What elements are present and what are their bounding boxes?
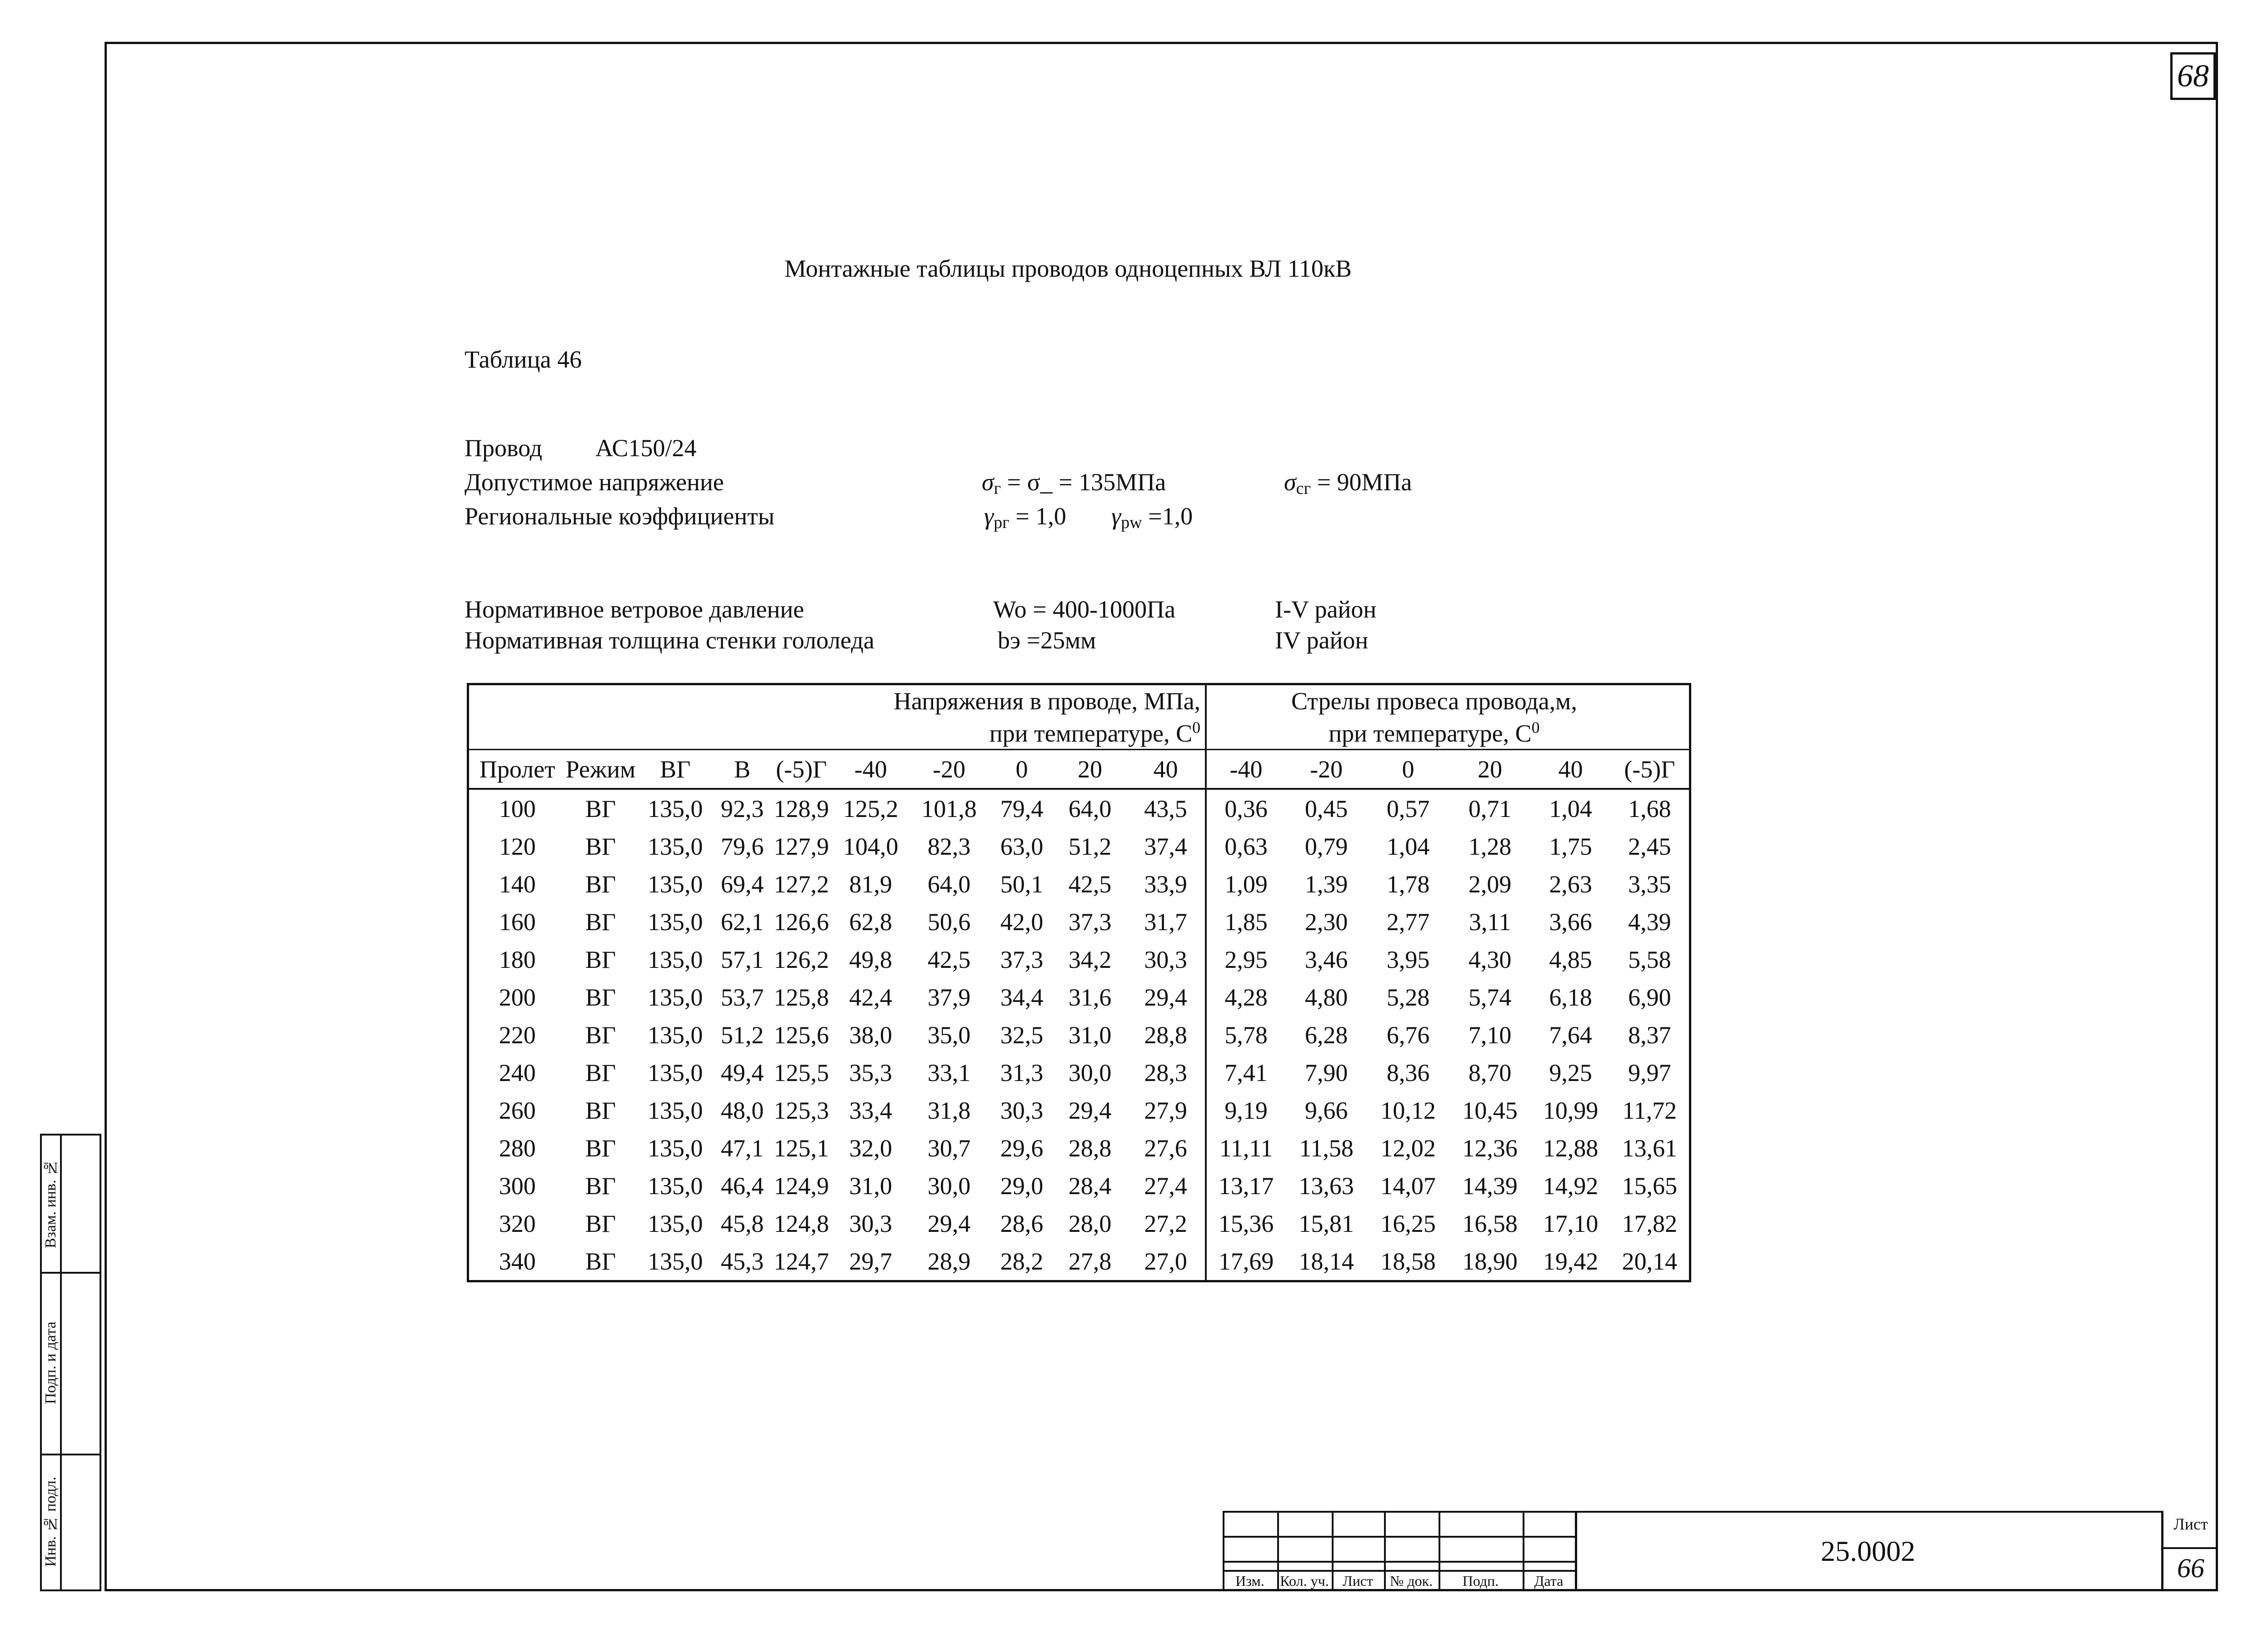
table-cell: 1,39 (1304, 870, 1348, 898)
table-cell: 57,1 (720, 946, 764, 973)
table-cell: 11,72 (1622, 1096, 1677, 1124)
column-header: Режим (566, 750, 636, 789)
tb-label-doc: № док. (1389, 1573, 1433, 1589)
table-cell: 79,4 (1000, 795, 1044, 822)
table-cell: 1,09 (1224, 870, 1268, 898)
wind-pressure-value: Wo = 400-1000Па (993, 596, 1176, 623)
table-cell: 135,0 (647, 1247, 703, 1275)
table-cell: 10,99 (1543, 1096, 1599, 1124)
column-header: 40 (1531, 750, 1610, 789)
table-cell: 6,76 (1386, 1021, 1430, 1049)
table-cell: 0,71 (1468, 795, 1512, 822)
table-row (468, 1205, 1690, 1242)
table-cell: 160 (499, 908, 536, 936)
table-cell: 28,8 (1068, 1134, 1112, 1162)
table-cell: 135,0 (647, 1134, 703, 1162)
table-cell: 2,30 (1304, 908, 1348, 936)
table-cell: 4,30 (1468, 946, 1512, 973)
table-cell: 2,45 (1628, 832, 1671, 860)
table-cell: 1,75 (1549, 832, 1592, 860)
table-cell: 81,9 (849, 870, 892, 898)
table-cell: 6,18 (1549, 983, 1592, 1011)
table-cell: 135,0 (647, 795, 703, 822)
table-cell: 17,10 (1543, 1210, 1599, 1237)
table-cell: 29,4 (927, 1210, 971, 1237)
table-cell: 0,36 (1224, 795, 1268, 822)
table-cell: 100 (499, 795, 536, 822)
table-cell: 37,4 (1126, 827, 1206, 865)
table-cell: 1,78 (1386, 870, 1430, 898)
table-cell: 45,8 (720, 1210, 764, 1237)
table-cell: 0,63 (1224, 832, 1268, 860)
strip-cell-inventory: Инв. № подл. (42, 1476, 59, 1567)
table-cell: 125,6 (774, 1021, 829, 1049)
column-header: -40 (833, 750, 908, 789)
column-header: 0 (1367, 750, 1449, 789)
table-cell: 10,45 (1462, 1096, 1518, 1124)
table-cell: 27,9 (1126, 1091, 1206, 1129)
table-cell: 5,58 (1628, 946, 1671, 973)
table-cell: 15,65 (1622, 1172, 1678, 1200)
table-cell: 4,80 (1304, 983, 1348, 1011)
table-cell: 9,66 (1304, 1096, 1348, 1124)
table-cell: 32,5 (1000, 1021, 1044, 1049)
table-cell: 6,28 (1304, 1021, 1348, 1049)
table-cell: 9,19 (1224, 1096, 1268, 1124)
tb-label-date: Дата (1534, 1573, 1564, 1589)
table-cell: 69,4 (720, 870, 764, 898)
table-cell: 8,36 (1386, 1059, 1430, 1086)
table-cell: 50,1 (1000, 870, 1044, 898)
table-cell: ВГ (585, 832, 616, 860)
table-row (468, 865, 1690, 903)
table-cell: 31,3 (1000, 1059, 1044, 1086)
table-cell: 63,0 (1000, 832, 1044, 860)
table-cell: 220 (499, 1021, 536, 1049)
table-cell: 6,90 (1628, 983, 1671, 1011)
title-block-top-line (1575, 1511, 2161, 1513)
sheet-box (2161, 1511, 2218, 1591)
column-header: -40 (1206, 750, 1285, 789)
table-cell: 49,4 (720, 1059, 764, 1086)
table-cell: 125,1 (774, 1134, 829, 1162)
column-header: Пролет (468, 750, 566, 789)
table-cell: 27,2 (1126, 1205, 1206, 1242)
table-cell: 135,0 (647, 1172, 703, 1200)
table-cell: 18,90 (1462, 1247, 1518, 1275)
table-cell: 2,95 (1224, 946, 1268, 973)
table-cell: ВГ (585, 908, 616, 936)
column-header-row (468, 750, 1690, 789)
table-cell: 37,3 (1068, 908, 1112, 936)
wire-value: АС150/24 (595, 434, 697, 462)
table-cell: 27,8 (1068, 1247, 1112, 1275)
table-cell: 260 (499, 1096, 536, 1124)
table-cell: 31,0 (1068, 1021, 1112, 1049)
table-cell: ВГ (585, 1059, 616, 1086)
table-label: Таблица 46 (465, 346, 582, 373)
table-cell: 7,41 (1224, 1059, 1268, 1086)
table-cell: 13,61 (1622, 1134, 1678, 1162)
table-cell: 28,2 (1000, 1247, 1044, 1275)
table-cell: 300 (499, 1172, 536, 1200)
table-cell: 11,58 (1299, 1134, 1354, 1162)
table-cell: 15,81 (1299, 1210, 1354, 1237)
table-cell: 135,0 (647, 870, 703, 898)
sheet-number: 66 (2177, 1553, 2204, 1583)
table-cell: 46,4 (720, 1172, 764, 1200)
table-cell: 120 (499, 832, 536, 860)
table-cell: ВГ (585, 1096, 616, 1124)
table-cell: 18,14 (1299, 1247, 1354, 1275)
table-row (468, 827, 1690, 865)
table-cell: 19,42 (1543, 1247, 1599, 1275)
table-row (468, 1167, 1690, 1205)
table-cell: 280 (499, 1134, 536, 1162)
table-cell: 11,11 (1219, 1134, 1273, 1162)
sigma-sg-formula: $\sigma_{сг} = 90МПа$ (1284, 468, 1412, 498)
table-cell: 29,4 (1068, 1096, 1112, 1124)
table-row (468, 903, 1690, 941)
title-block-grid (1223, 1511, 1575, 1591)
table-cell: 37,9 (927, 983, 971, 1011)
table-cell: 127,2 (774, 870, 829, 898)
column-header: 0 (990, 750, 1054, 789)
table-cell: 27,0 (1126, 1242, 1206, 1281)
column-header: 40 (1126, 750, 1206, 789)
table-cell: 18,58 (1380, 1247, 1436, 1275)
table-cell: 140 (499, 870, 536, 898)
ice-region: IV район (1275, 627, 1369, 654)
table-body (468, 789, 1690, 1281)
table-cell: 16,58 (1462, 1210, 1518, 1237)
strip-cell-replacement: Взам. инв. № (42, 1159, 59, 1249)
strip-cell-signature: Подп. и дата (42, 1321, 59, 1404)
table-cell: 124,9 (774, 1172, 829, 1200)
table-cell: 2,77 (1386, 908, 1430, 936)
table-row (468, 1129, 1690, 1167)
allowed-stress-label: Допустимое напряжение (465, 468, 724, 496)
binding-strip (40, 1134, 101, 1591)
table-cell: 17,69 (1218, 1247, 1274, 1275)
table-cell: 28,8 (1126, 1016, 1206, 1054)
table-cell: 82,3 (927, 832, 971, 860)
table-cell: 2,09 (1468, 870, 1512, 898)
table-cell: 7,10 (1468, 1021, 1512, 1049)
column-header: (-5)Г (769, 750, 833, 789)
table-cell: 101,8 (921, 795, 977, 822)
table-cell: 135,0 (647, 983, 703, 1011)
table-cell: 3,46 (1304, 946, 1348, 973)
table-cell: 124,8 (774, 1210, 829, 1237)
column-header: 20 (1449, 750, 1531, 789)
table-cell: 0,45 (1304, 795, 1348, 822)
table-row (468, 978, 1690, 1016)
document-code: 25.0002 (1821, 1534, 1915, 1567)
table-cell: 30,3 (1000, 1096, 1044, 1124)
table-cell: 17,82 (1622, 1210, 1678, 1237)
table-cell: ВГ (585, 1021, 616, 1049)
table-cell: 3,66 (1549, 908, 1592, 936)
table-cell: 135,0 (647, 946, 703, 973)
table-cell: 12,88 (1543, 1134, 1599, 1162)
table-cell: 33,1 (927, 1059, 971, 1086)
table-cell: 29,0 (1000, 1172, 1044, 1200)
table-cell: 5,74 (1468, 983, 1512, 1011)
table-cell: 125,8 (774, 983, 829, 1011)
column-header: -20 (908, 750, 990, 789)
table-cell: ВГ (585, 795, 616, 822)
table-cell: 4,28 (1224, 983, 1268, 1011)
table-cell: 47,1 (720, 1134, 764, 1162)
table-cell: ВГ (585, 1172, 616, 1200)
column-header: (-5)Г (1610, 750, 1690, 789)
sag-group-header: Стрелы провеса провода,м, при температуре, $С^0$ (1291, 687, 1577, 747)
table-cell: 180 (499, 946, 536, 973)
table-cell: 3,11 (1469, 908, 1511, 936)
table-cell: 92,3 (720, 795, 764, 822)
wire-label: Провод (465, 434, 543, 462)
table-cell: 125,2 (843, 795, 899, 822)
table-cell: 33,9 (1126, 865, 1206, 903)
table-cell: 135,0 (647, 832, 703, 860)
table-cell: 30,3 (849, 1210, 892, 1237)
table-cell: 28,6 (1000, 1210, 1044, 1237)
table-cell: 27,4 (1126, 1167, 1206, 1205)
table-cell: 0,57 (1386, 795, 1430, 822)
table-cell: 4,39 (1628, 908, 1671, 936)
table-cell: 1,04 (1549, 795, 1592, 822)
gamma-pw-formula: $\gamma_{pw} =1,0$ (1111, 503, 1193, 532)
table-cell: 125,5 (774, 1059, 829, 1086)
table-cell: 34,4 (1000, 983, 1044, 1011)
table-cell: 135,0 (647, 1021, 703, 1049)
table-cell: 135,0 (647, 1096, 703, 1124)
table-cell: 20,14 (1622, 1247, 1678, 1275)
table-cell: 13,17 (1218, 1172, 1274, 1200)
mounting-table (467, 683, 1691, 1282)
table-cell: 32,0 (849, 1134, 892, 1162)
table-cell: 5,28 (1386, 983, 1430, 1011)
table-cell: 27,6 (1126, 1129, 1206, 1167)
table-cell: 53,7 (720, 983, 764, 1011)
table-cell: 37,3 (1000, 946, 1044, 973)
table-cell: 30,7 (927, 1134, 971, 1162)
table-cell: ВГ (585, 870, 616, 898)
table-cell: 31,7 (1126, 903, 1206, 941)
table-cell: 49,8 (849, 946, 892, 973)
table-cell: 2,63 (1549, 870, 1592, 898)
table-cell: 50,6 (927, 908, 971, 936)
table-cell: 51,2 (1068, 832, 1112, 860)
table-cell: 13,63 (1299, 1172, 1354, 1200)
table-cell: 135,0 (647, 1059, 703, 1086)
table-cell: 135,0 (647, 1210, 703, 1237)
regional-coeff-label: Региональные коэффициенты (465, 503, 775, 530)
gamma-pg-formula: $\gamma_{рг} = 1,0$ (984, 503, 1066, 532)
table-cell: 29,4 (1126, 978, 1206, 1016)
wind-region: I-V район (1275, 596, 1377, 623)
table-cell: 127,9 (774, 832, 829, 860)
table-cell: 79,6 (720, 832, 764, 860)
table-cell: 9,97 (1628, 1059, 1671, 1086)
table-cell: 38,0 (849, 1021, 892, 1049)
ice-thickness-value: bэ =25мм (998, 627, 1096, 654)
table-cell: ВГ (585, 1247, 616, 1275)
table-cell: ВГ (585, 946, 616, 973)
table-cell: 7,90 (1304, 1059, 1348, 1086)
table-cell: 135,0 (647, 908, 703, 936)
table-cell: 28,0 (1068, 1210, 1112, 1237)
wind-pressure-label: Нормативное ветровое давление (465, 596, 804, 623)
table-cell: 51,2 (720, 1021, 764, 1049)
table-row (468, 1091, 1690, 1129)
table-cell: 34,2 (1068, 946, 1112, 973)
table-cell: 35,0 (927, 1021, 971, 1049)
table-cell: 31,8 (927, 1096, 971, 1124)
table-cell: 42,4 (849, 983, 892, 1011)
table-cell: 16,25 (1380, 1210, 1436, 1237)
table-cell: 45,3 (720, 1247, 764, 1275)
table-row (468, 1016, 1690, 1054)
table-cell: 124,7 (774, 1247, 829, 1275)
table-cell: 340 (499, 1247, 536, 1275)
stress-group-header: Напряжения в проводе, МПа, при температуре, $С^0$ (468, 684, 1206, 750)
table-cell: 1,28 (1468, 832, 1512, 860)
table-cell: 8,70 (1468, 1059, 1512, 1086)
table-cell: 12,02 (1380, 1134, 1436, 1162)
table-cell: ВГ (585, 983, 616, 1011)
table-cell: 48,0 (720, 1096, 764, 1124)
table-cell: 0,79 (1304, 832, 1348, 860)
table-cell: 126,6 (774, 908, 829, 936)
column-header: В (715, 750, 769, 789)
table-cell: 1,68 (1628, 795, 1671, 822)
table-cell: 29,7 (849, 1247, 892, 1275)
sigma-g-formula: $\sigma_г$ = σ_ = 135МПа (982, 468, 1166, 498)
top-sheet-number: 68 (2170, 52, 2216, 100)
table-cell: 240 (499, 1059, 536, 1086)
table-cell: 14,07 (1380, 1172, 1436, 1200)
tb-label-sign: Подп. (1462, 1573, 1499, 1589)
table-cell: 320 (499, 1210, 536, 1237)
table-cell: 43,5 (1126, 789, 1206, 827)
table-cell: 125,3 (774, 1096, 829, 1124)
table-cell: 30,0 (927, 1172, 971, 1200)
table-cell: 64,0 (1068, 795, 1112, 822)
table-cell: 3,35 (1628, 870, 1671, 898)
table-row (468, 1242, 1690, 1281)
table-cell: 3,95 (1386, 946, 1430, 973)
table-cell: 104,0 (843, 832, 899, 860)
column-header: -20 (1285, 750, 1367, 789)
table-cell: 1,04 (1386, 832, 1430, 860)
tb-label-sheet: Лист (1342, 1573, 1373, 1589)
table-cell: 8,37 (1628, 1021, 1671, 1049)
table-cell: 31,0 (849, 1172, 892, 1200)
table-cell: 14,39 (1462, 1172, 1518, 1200)
table-cell: 62,8 (849, 908, 892, 936)
table-cell: 62,1 (720, 908, 764, 936)
table-cell: 30,3 (1126, 941, 1206, 978)
table-cell: 31,6 (1068, 983, 1112, 1011)
table-cell: 28,3 (1126, 1054, 1206, 1091)
column-header: 20 (1054, 750, 1126, 789)
table-cell: 30,0 (1068, 1059, 1112, 1086)
table-cell: 14,92 (1543, 1172, 1599, 1200)
tb-label-count: Кол. уч. (1280, 1573, 1329, 1589)
table-cell: 42,5 (927, 946, 971, 973)
table-cell: 5,78 (1224, 1021, 1268, 1049)
table-cell: 29,6 (1000, 1134, 1044, 1162)
sheet-label: Лист (2173, 1515, 2208, 1533)
tb-label-change: Изм. (1235, 1573, 1264, 1589)
table-cell: 42,5 (1068, 870, 1112, 898)
table-cell: 126,2 (774, 946, 829, 973)
column-header: ВГ (635, 750, 715, 789)
table-cell: 1,85 (1224, 908, 1268, 936)
table-cell: ВГ (585, 1134, 616, 1162)
table-cell: 9,25 (1549, 1059, 1592, 1086)
ice-thickness-label: Нормативная толщина стенки гололеда (465, 627, 874, 654)
table-cell: 10,12 (1380, 1096, 1436, 1124)
table-cell: 33,4 (849, 1096, 892, 1124)
table-cell: 35,3 (849, 1059, 892, 1086)
table-cell: 42,0 (1000, 908, 1044, 936)
table-row (468, 941, 1690, 978)
table-cell: 64,0 (927, 870, 971, 898)
table-row (468, 789, 1690, 827)
table-cell: 28,4 (1068, 1172, 1112, 1200)
table-cell: ВГ (585, 1210, 616, 1237)
table-cell: 4,85 (1549, 946, 1592, 973)
table-cell: 128,9 (774, 795, 829, 822)
table-cell: 15,36 (1218, 1210, 1274, 1237)
table-cell: 12,36 (1462, 1134, 1518, 1162)
table-cell: 200 (499, 983, 536, 1011)
table-row (468, 1054, 1690, 1091)
page-title: Монтажные таблицы проводов одноцепных ВЛ 110кВ (784, 255, 1352, 282)
table-cell: 7,64 (1549, 1021, 1592, 1049)
table-cell: 28,9 (927, 1247, 971, 1275)
